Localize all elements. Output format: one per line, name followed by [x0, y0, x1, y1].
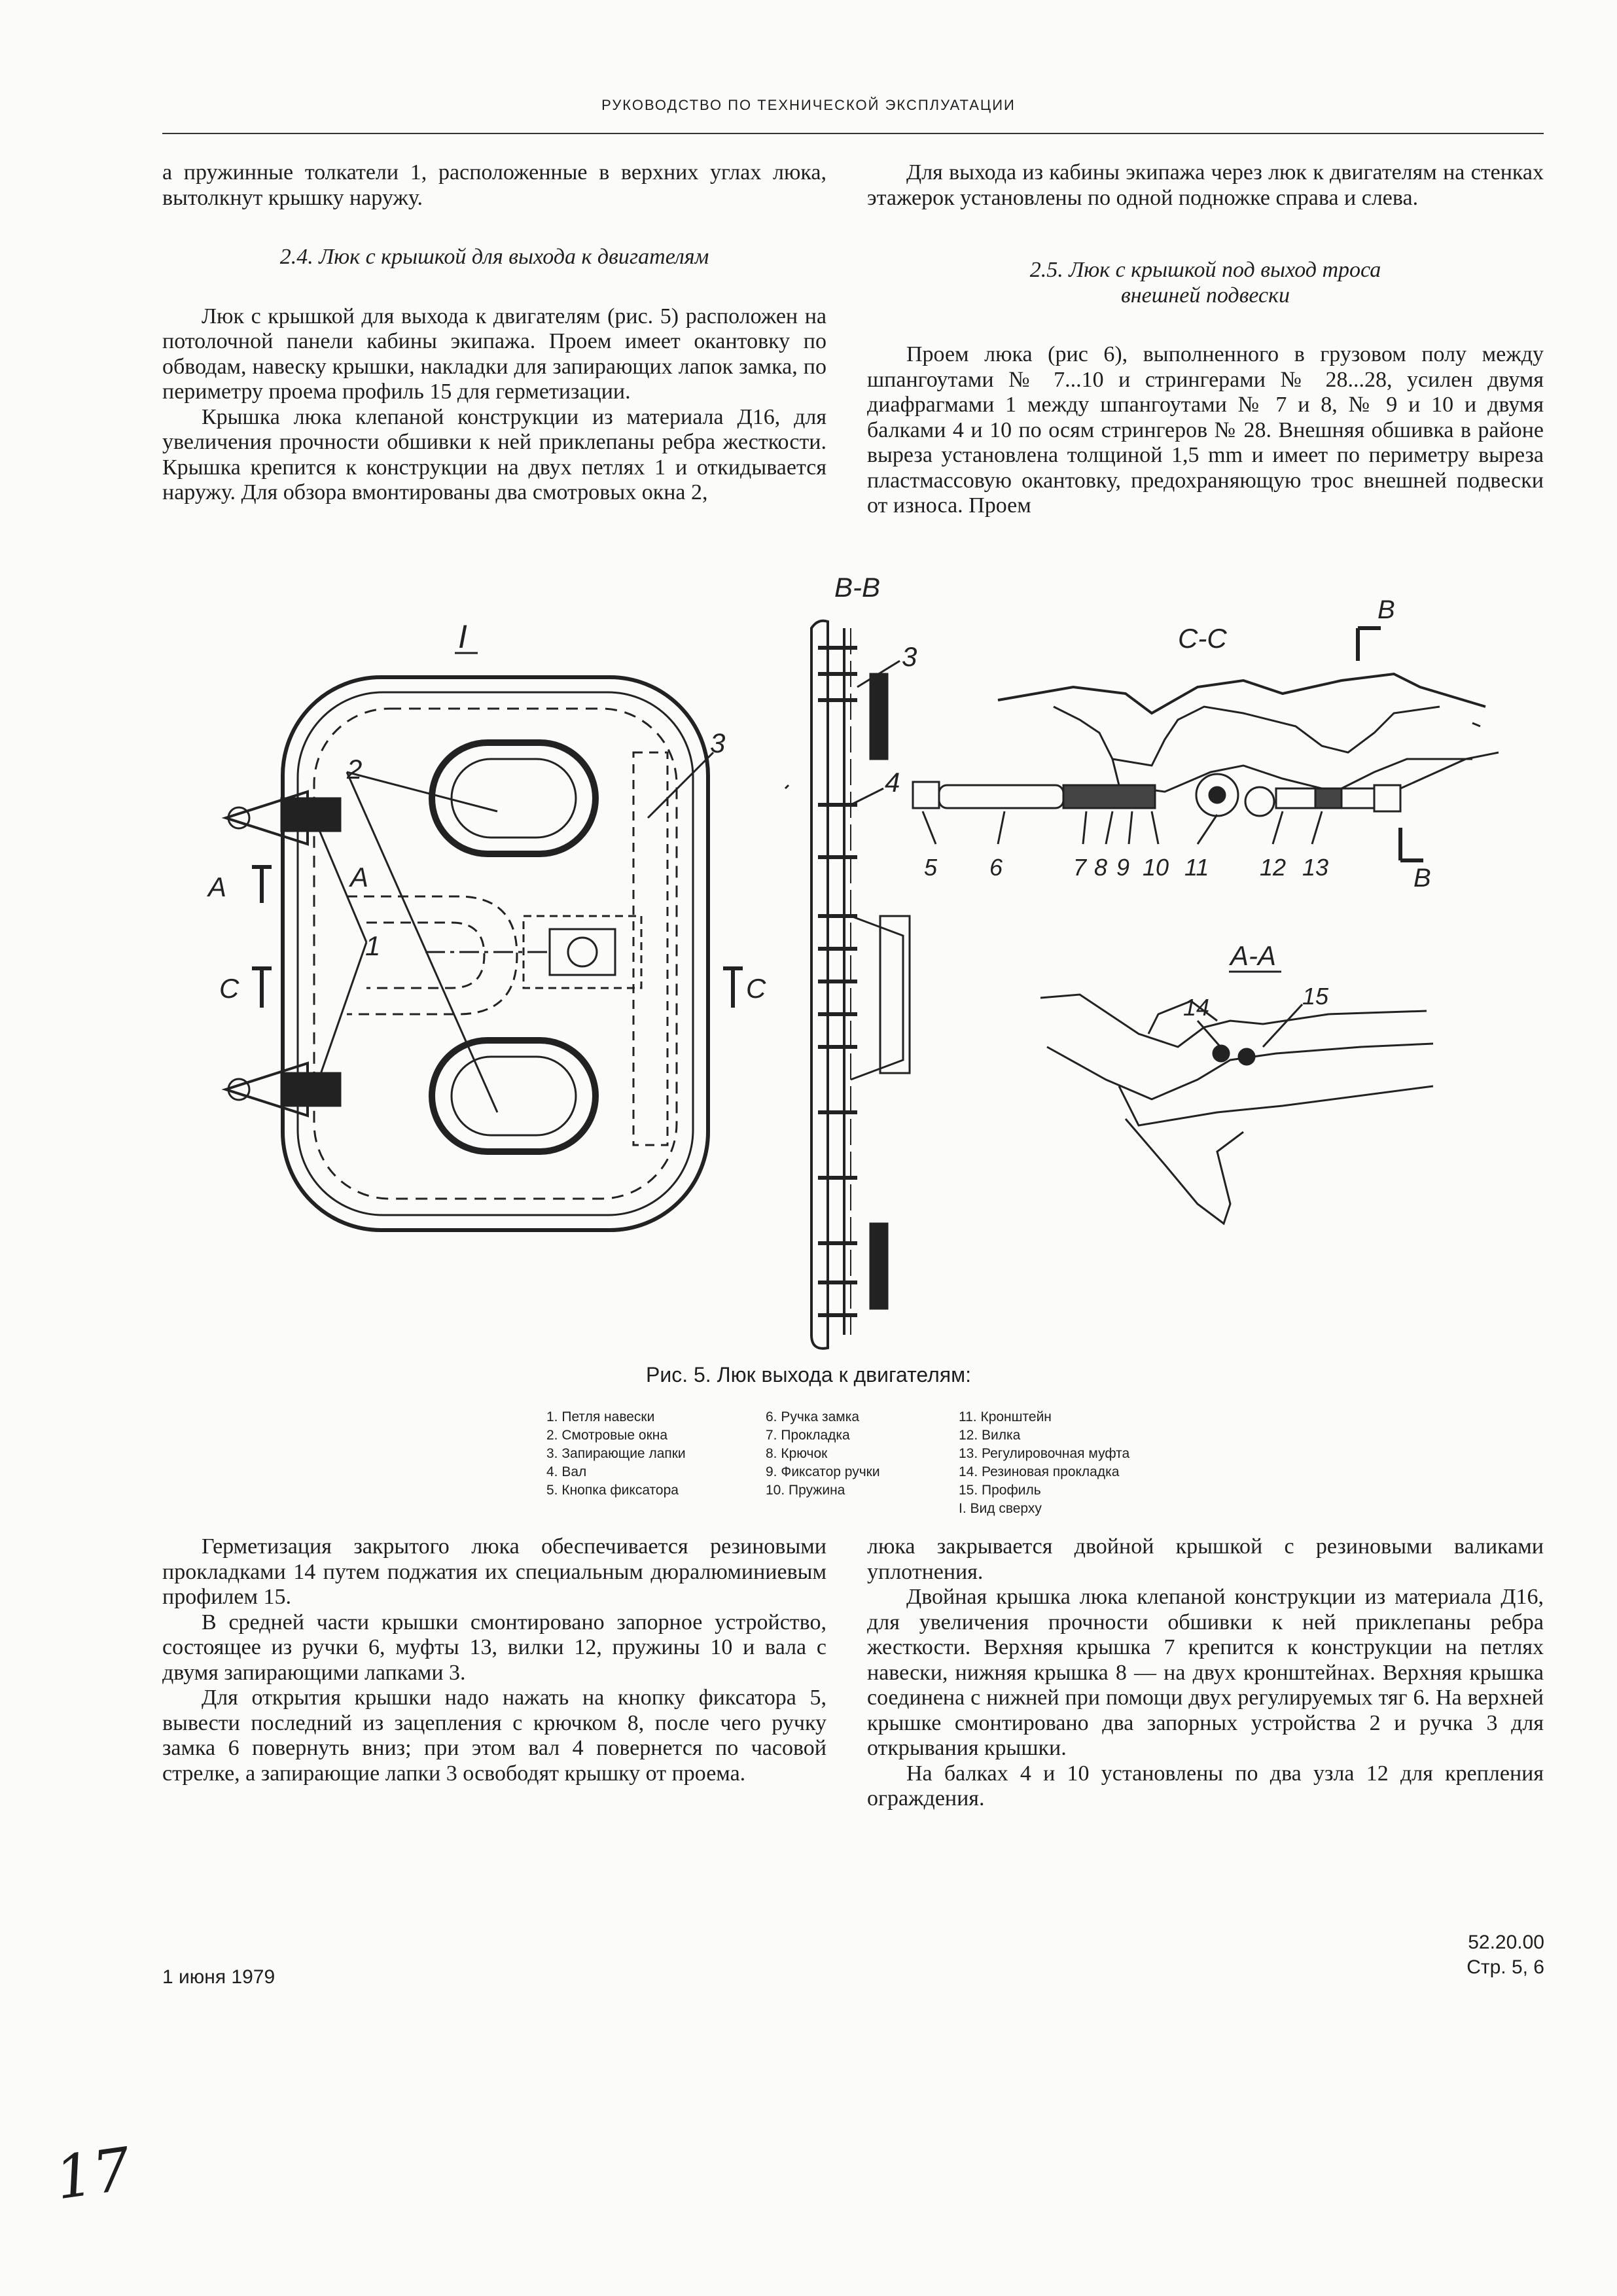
label-15: 15 [1302, 983, 1329, 1010]
paragraph: Для открытия крышки надо нажать на кнопку фиксатора 5, вывести последний из зацепления с крючком 8, после чего ручку замка 6 повернуть вниз; при этом вал 4 повернется по часовой стрелке, а запирающие лапки 3 освободят крышку от проема. [162, 1686, 826, 1786]
label-6: 6 [989, 854, 1003, 881]
view-i-top-view [206, 618, 766, 1230]
legend-item: 8. Крючок [766, 1446, 828, 1461]
bottom-right-column [867, 1534, 1544, 1812]
page-header: РУКОВОДСТВО ПО ТЕХНИЧЕСКОЙ ЭКСПЛУАТАЦИИ [601, 97, 1016, 113]
legend-item: 10. Пружина [766, 1483, 845, 1498]
section-a-left: A [208, 872, 227, 902]
legend-item: 7. Прокладка [766, 1428, 850, 1443]
legend-column-3 [959, 1408, 1129, 1518]
footer-page-number: Стр. 5, 6 [1466, 1956, 1544, 1978]
section-c-left: C [219, 973, 240, 1004]
label-13: 13 [1302, 854, 1329, 881]
legend-column-1 [546, 1408, 686, 1500]
section-c-right: C [746, 973, 766, 1004]
label-11: 11 [1184, 854, 1209, 881]
legend-item: 4. Вал [546, 1464, 587, 1479]
label-view-cc: C-C [1178, 623, 1227, 654]
legend-item: 6. Ручка замка [766, 1409, 860, 1424]
label-view-i: I [458, 618, 467, 655]
paragraph: Двойная крышка люка клепаной конструкции из материала Д16, для увеличения прочности обшивки к ней приклепаны ребра жесткости. Верхняя крышка 7 крепится к конструкции на петлях навески, нижняя крышка 8 — на двух кронштейнах. Верхняя крышка соединена с нижней при помощи двух регулируемых тяг 6. На верхней крышке смонтировано два запорных устройства 2 и ручка 3 для открывания крышки. [867, 1585, 1544, 1760]
label-3: 3 [710, 728, 726, 758]
footer-doc-code: 52.20.00 [1468, 1932, 1544, 1953]
legend-item: 15. Профиль [959, 1483, 1041, 1498]
legend-item: 13. Регулировочная муфта [959, 1446, 1130, 1461]
section-title-2-5-cont: внешней подвески [1121, 283, 1290, 308]
section-b-top: B [1377, 595, 1395, 624]
handwritten-page-mark: 17 [51, 2134, 135, 2214]
label-2: 2 [347, 754, 363, 785]
figure-caption: Рис. 5. Люк выхода к двигателям: [646, 1363, 971, 1386]
paragraph: Герметизация закрытого люка обеспечивается резиновыми прокладками 14 путем поджатия их специальным дюралюминиевым профилем 15. [162, 1534, 826, 1609]
paragraph: Для выхода из кабины экипажа через люк к двигателям на стенках этажерок установлены по одной подножке справа и слева. [867, 160, 1544, 210]
legend-item: I. Вид сверху [959, 1501, 1042, 1516]
label-8: 8 [1094, 854, 1108, 881]
paragraph: На балках 4 и 10 установлены по два узла 12 для крепления ограждения. [867, 1761, 1544, 1810]
label-1: 1 [365, 930, 381, 961]
label-view-aa: A-A [1230, 940, 1277, 971]
legend-item: 12. Вилка [959, 1428, 1021, 1443]
footer-date: 1 июня 1979 [162, 1966, 275, 1988]
label-7: 7 [1073, 854, 1087, 881]
paragraph: В средней части крышки смонтировано запорное устройство, состоящее из ручки 6, муфты 13, вилки 12, пружины 10 и вала с двумя запирающими лапками 3. [162, 1610, 826, 1685]
section-title-2-5: 2.5. Люк с крышкой под выход троса [1029, 258, 1381, 282]
label-14: 14 [1183, 994, 1210, 1021]
lock-handle [939, 785, 1063, 808]
paragraph: Крышка люка клепаной конструкции из материала Д16, для увеличения прочности обшивки к ней приклепаны ребра жесткости. Крышка крепится к конструкции на двух петлях 1 и откидывается наружу. Для обзора вмонтированы два смотровых окна 2, [162, 404, 826, 504]
label-5: 5 [924, 854, 938, 881]
legend-item: 2. Смотровые окна [546, 1428, 668, 1443]
legend-column-2 [766, 1408, 880, 1500]
label-4: 4 [885, 767, 900, 798]
legend-item: 1. Петля навески [546, 1409, 655, 1424]
legend-item: 3. Запирающие лапки [546, 1446, 686, 1461]
paragraph: люка закрывается двойной крышкой с резиновыми валиками уплотнения. [867, 1534, 1544, 1584]
paragraph: а пружинные толкатели 1, расположенные в верхних углах люка, вытолкнут крышку наружу. [162, 160, 826, 210]
bottom-left-column [162, 1534, 826, 1786]
legend-item: 5. Кнопка фиксатора [546, 1483, 679, 1498]
label-3-bb: 3 [902, 641, 917, 672]
section-title-2-4: 2.4. Люк с крышкой для выхода к двигателям [279, 245, 709, 269]
legend-item: 11. Кронштейн [959, 1409, 1052, 1424]
section-c-c [913, 595, 1499, 892]
section-a-a [1040, 940, 1433, 1224]
label-12: 12 [1260, 854, 1287, 881]
section-b-b [811, 572, 917, 1349]
paragraph: Люк с крышкой для выхода к двигателям (рис. 5) расположен на потолочной панели кабины экипажа. Проем имеет окантовку по обводам, навеску крышки, накладки для запирающих лапок замка, по периметру проема профиль 15 для герметизации. [162, 304, 826, 404]
paragraph: Проем люка (рис 6), выполненного в грузовом полу между шпангоутами № 7...10 и стрингерами № 28...28, усилен двумя диафрагмами 1 между шпангоутами № 7 и 8, № 9 и 10 и двумя балками 4 и 10 по осям стрингеров № 28. Внешняя обшивка в районе выреза установлена толщиной 1,5 mm и имеет по периметру выреза пластмассовую окантовку, предохраняющую трос внешней подвески от износа. Проем [867, 342, 1544, 518]
label-10: 10 [1143, 854, 1169, 881]
legend-item: 9. Фиксатор ручки [766, 1464, 880, 1479]
legend-item: 14. Резиновая прокладка [959, 1464, 1120, 1479]
label-view-bb: B-B [834, 572, 881, 603]
label-9: 9 [1116, 854, 1130, 881]
section-a-right: A [350, 862, 369, 892]
section-b-bottom: B [1413, 864, 1431, 892]
